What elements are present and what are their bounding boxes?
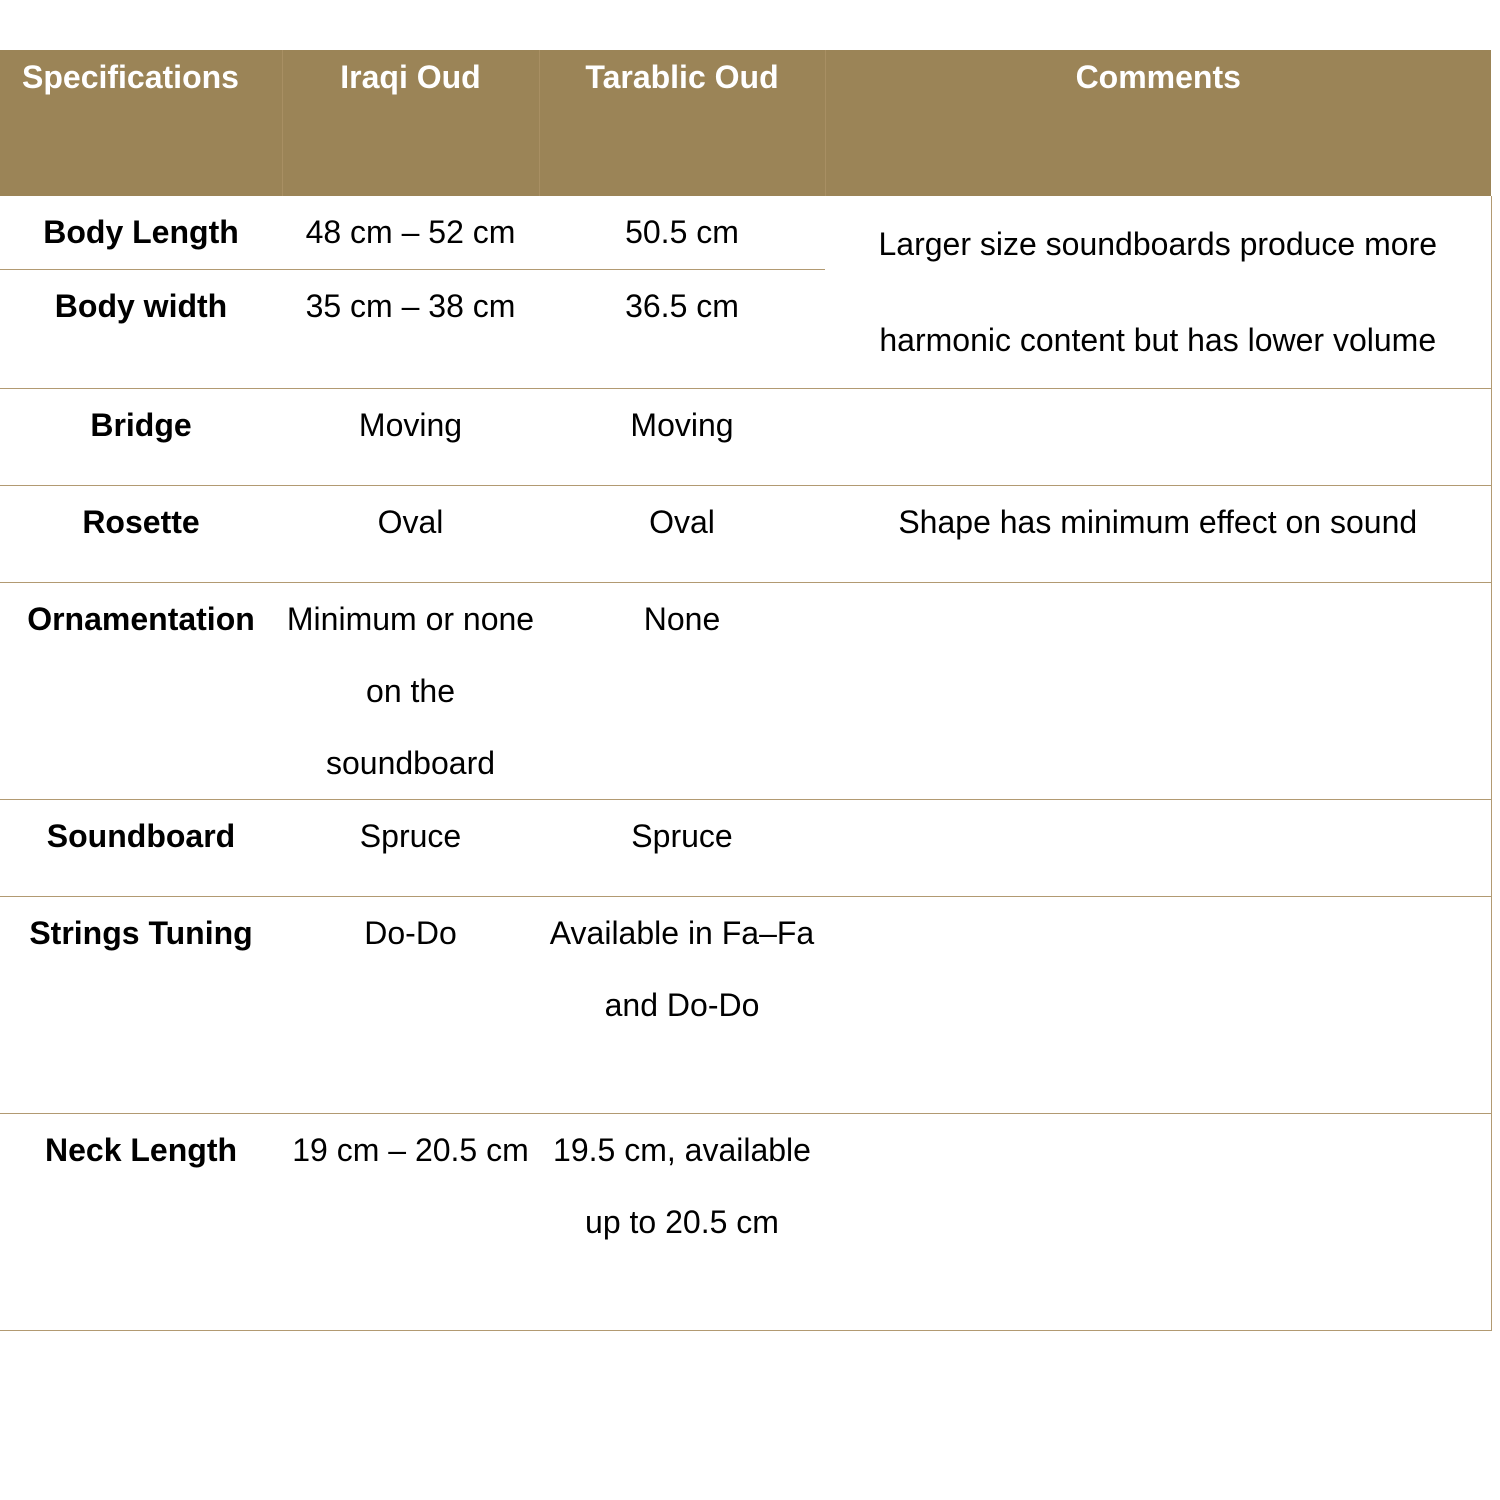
table-row	[0, 800, 1491, 897]
spec-label: Rosette	[0, 486, 282, 583]
spec-label: Body width	[0, 270, 282, 389]
iraqi-value: Oval	[282, 486, 539, 583]
tarablic-value: 36.5 cm	[539, 270, 825, 389]
iraqi-value: Minimum or none on the soundboard	[282, 583, 539, 800]
table-row	[0, 1114, 1491, 1331]
table-row	[0, 897, 1491, 1114]
comment-value	[825, 897, 1491, 1114]
table-row	[0, 196, 1491, 270]
tarablic-value: Available in Fa–Fa and Do-Do	[539, 897, 825, 1114]
tarablic-value: 50.5 cm	[539, 196, 825, 270]
spec-label: Bridge	[0, 389, 282, 486]
iraqi-value: Do-Do	[282, 897, 539, 1114]
iraqi-value: 35 cm – 38 cm	[282, 270, 539, 389]
tarablic-value: Oval	[539, 486, 825, 583]
oud-specifications-table	[0, 50, 1492, 1331]
header-tarablic-oud: Tarablic Oud	[539, 50, 825, 196]
table-row	[0, 389, 1491, 486]
iraqi-value: 48 cm – 52 cm	[282, 196, 539, 270]
header-specifications: Specifications	[0, 50, 282, 196]
tarablic-value: None	[539, 583, 825, 800]
iraqi-value: Moving	[282, 389, 539, 486]
comment-value	[825, 1114, 1491, 1331]
tarablic-value: Spruce	[539, 800, 825, 897]
iraqi-value: 19 cm – 20.5 cm	[282, 1114, 539, 1331]
comment-value: Shape has minimum effect on sound	[825, 486, 1491, 583]
comment-value: Larger size soundboards produce more harmonic content but has lower volume	[825, 196, 1491, 389]
table-header-row	[0, 50, 1491, 196]
iraqi-value: Spruce	[282, 800, 539, 897]
tarablic-value: 19.5 cm, available up to 20.5 cm	[539, 1114, 825, 1331]
header-iraqi-oud: Iraqi Oud	[282, 50, 539, 196]
tarablic-value: Moving	[539, 389, 825, 486]
spec-label: Soundboard	[0, 800, 282, 897]
header-comments: Comments	[825, 50, 1491, 196]
spec-label: Ornamentation	[0, 583, 282, 800]
comment-value	[825, 389, 1491, 486]
spec-label: Neck Length	[0, 1114, 282, 1331]
table-row	[0, 583, 1491, 800]
table-row	[0, 486, 1491, 583]
comment-value	[825, 583, 1491, 800]
spec-label: Body Length	[0, 196, 282, 270]
comment-value	[825, 800, 1491, 897]
spec-label: Strings Tuning	[0, 897, 282, 1114]
